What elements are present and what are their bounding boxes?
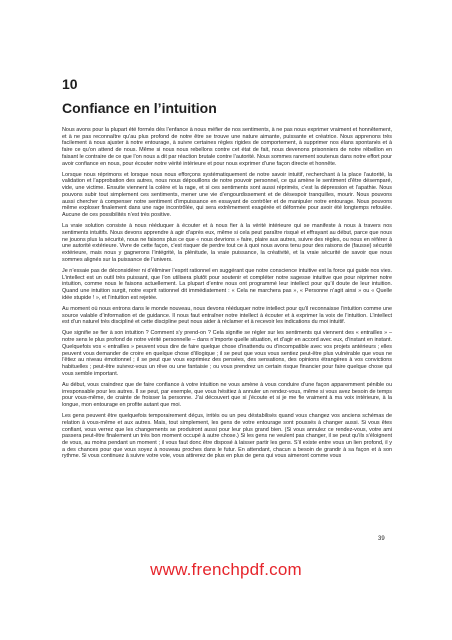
- paragraph-8: Les gens peuvent être quelquefois temporairement déçus, irrités ou un peu déstabilisés quand vous changez vos anciens schémas de relation à vous-même et aux autres. Mais, tout simplement, les gens de votre entourage sont poussés à changer aussi. Si vous êtes confiant, vous verrez que les changements se produiront aussi pour leur plus grand bien. (Si vous annulez ce rendez-vous, votre ami passera peut-être finalement un très bon moment occupé à autre chose.) Si les gens ne veulent pas changer, il se peut qu’ils s’éloignent de vous, au moins pendant un moment ; il vous faut donc être disposé à laisser partir les gens. S’il existe entre vous un lien profond, il y a des chances pour que vous soyez à nouveau proches dans le futur. En attendant, chacun a besoin de grandir à sa façon et à son rythme. Si vous continuez à suivre votre voie, vous attirerez de plus en plus de gens qui vous aimeront comme vous: [62, 413, 392, 460]
- paragraph-4: Je n’essaie pas de déconsidérer ni d’éliminer l’esprit rationnel en suggérant que notre conscience intuitive est la force qui guide nos vies. L’intellect est un outil très puissant, que l’on utilisera plutôt pour soutenir et compléter notre sagesse intuitive que pour réprimer notre intuition, comme nous le faisons actuellement. La plupart d’entre nous ont programmé leur intellect pour qu’il doute de leur intuition. Quand une intuition surgit, notre esprit rationnel dit immédiatement : « Cela ne marchera pas », « Personne n’agit ainsi » ou « Quelle idée stupide ! », et l’intuition est rejetée.: [62, 267, 392, 301]
- chapter-body: [62, 127, 392, 465]
- page-number: 39: [378, 536, 385, 542]
- paragraph-3: La vraie solution consiste à nous rééduquer à écouter et à nous fier à la vérité intérieure qui se manifeste à nous à travers nos sentiments intuitifs. Nous devons apprendre à agir d’après eux, même si cela peut paraître risqué et effrayant au début, parce que nous ne jouons plus la sécurité, nous ne faisons plus ce que « nous devrions » faire, plaire aux autres, suivre des règles, ou nous en référer à une autorité extérieure. Vivre de cette façon, c’est risquer de perdre tout ce à quoi nous avons tenu pour des raisons de (fausse) sécurité extérieure, mais nous y gagnerons l’intégrité, la plénitude, la vraie puissance, la créativité, et la vraie sécurité de savoir que nous sommes alignés sur la puissance de l’univers.: [62, 223, 392, 263]
- paragraph-5: Au moment où nous entrons dans le monde nouveau, nous devons rééduquer notre intellect pour qu’il reconnaisse l’intuition comme une source valable d’information et de guidance. Il nous faut entraîner notre intellect à écouter et à exprimer la voix de l’intuition. L’intellect est d’un naturel très discipliné et cette discipline peut nous aider à réclamer et à recevoir les indications du moi intuitif.: [62, 305, 392, 326]
- paragraph-6: Que signifie se fier à son intuition ? Comment s’y prend-on ? Cela signifie se régler sur les sentiments qui viennent des « entrailles » – notre sens le plus profond de notre vérité personnelle – dans n’importe quelle situation, et d’agir en accord avec eux, d’instant en instant. Quelquefois vos « entrailles » peuvent vous dire de faire quelque chose d’inattendu ou d’incompatible avec vos projets antérieurs ; elles peuvent vous demander de croire en quelque chose d’illogique ; il se peut que vous vous sentiez peut-être plus vulnérable que vous ne l’êtiez au niveau émotionnel ; il se peut que vous exprimiez des pensées, des sensations, des opinions étrangères à vos convictions habituelles ; peut-être suivrez-vous un rêve ou une fantaisie ; ou vous prendrez un certain risque financier pour faire quelque chose qui vous semble important.: [62, 330, 392, 377]
- watermark-link[interactable]: www.frenchpdf.com: [150, 560, 302, 579]
- chapter-title: Confiance en l’intuition: [62, 100, 217, 116]
- paragraph-7: Au début, vous craindrez que de faire confiance à votre intuition ne vous amène à vous conduire d’une façon apparemment pénible ou irresponsable pour les autres. Il se peut, par exemple, que vous hésitiez à annuler un rendez-vous, même si vous avez besoin de temps pour vous-même, de crainte de froisser la personne. J’ai découvert que si j’écoute et si je me fie vraiment à ma voix intérieure, à la longue, mon entourage en profite autant que moi.: [62, 381, 392, 409]
- paragraph-2: Lorsque nous réprimons et lorsque nous nous efforçons systématiquement de notre savoir intuitif, recherchant à la place l’autorité, la validation et l’approbation des autres, nous nous dépouillons de notre pouvoir personnel, ce qui amène le sentiment d’être désemparé, vide, une victime. Ensuite viennent la colère et la rage, et si ces sentiments sont aussi réprimés, c’est la dépression et l’apathie. Nous pouvons subir tout simplement ces sentiments, mener une vie d’engourdissement et de désespoir tranquilles, mourir. Nous pouvons aussi chercher à compenser notre sentiment d’impuissance en essayant de contrôler et de manipuler notre entourage. Nous pouvons même exploser finalement dans une rage incontrôlée, qui sera extrêmement exagérée et déformée pour avoir été longtemps refoulée. Aucune de ces possibilités n’est très positive.: [62, 171, 392, 218]
- chapter-number: 10: [62, 76, 78, 92]
- paragraph-1: Nous avons pour la plupart été formés dès l’enfance à nous méfier de nos sentiments, à ne pas nous exprimer vraiment et honnêtement, et à ne pas reconnaître qu’au plus profond de notre être se trouve une nature aimante, puissante et créatrice. Nous apprenons très facilement à nous ajuster à notre entourage, à suivre certaines règles rigides de comportement, à supprimer nos élans spontanés et à faire ce qu’on attend de nous. Même si nous nous rebellons contre cet état de fait, nous devenons prisonniers de notre rébellion en faisant le contraire de ce que l’on nous a dit par réaction brutale contre l’autorité. Nous sommes rarement soutenus dans notre effort pour avoir confiance en nous, pour écouter notre vérité intérieure et pour nous exprimer d’une façon directe et honnête.: [62, 127, 392, 167]
